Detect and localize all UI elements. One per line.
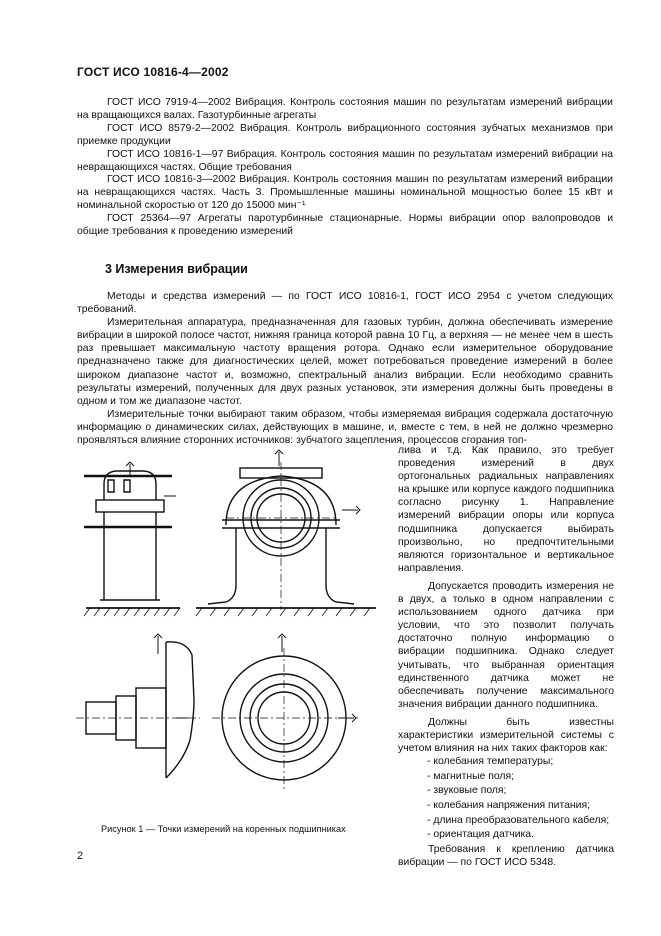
figure-caption: Рисунок 1 — Точки измерений на коренных подшипниках xyxy=(101,824,346,834)
list-item: - магнитные поля; xyxy=(427,770,514,782)
bearing-drawing xyxy=(76,440,392,820)
page-number: 2 xyxy=(77,850,84,862)
side-view-housing xyxy=(76,634,200,778)
right-column-text xyxy=(398,444,614,869)
references-list xyxy=(77,97,613,239)
paragraph: Измерительные точки выбирают таким образом, чтобы измеряемая вибрация содержала достаточную информацию о динамических силах, действующих в машине, и, вместе с тем, в ней не должно чрезмерно проявляться влияние сторонних источников: зубчатого зацепления, процессов сгорания топ- xyxy=(77,408,613,447)
paragraph: Требования к креплению датчика вибрации — по ГОСТ ИСО 5348. xyxy=(398,843,614,868)
list-item: - длина преобразовательного кабеля; xyxy=(427,814,610,826)
reference-item: ГОСТ ИСО 10816-3—2002 Вибрация. Контроль состояния машин по результатам измерений вибрации на невращающихся частях. Часть 3. Промышленные машины номинальной мощностью более 15 кВт и номинальной скоростью от 120 до 15000 мин⁻¹ xyxy=(77,174,613,212)
paragraph: Допускается проводить измерения не в двух, а только в одном направлении с использованием одного датчика при условии, что это позволит получать достаточно полную информацию о вибрации подшипника. Однако следует учитывать, что выбранная ориентация единственного датчика может не обеспечивать получение максимального значения вибрации данного подшипника. xyxy=(398,580,614,710)
list-item: - колебания температуры; xyxy=(427,756,554,768)
paragraph: Методы и средства измерений — по ГОСТ ИСО 10816-1, ГОСТ ИСО 2954 с учетом следующих требований. xyxy=(77,291,613,316)
paragraph: лива и т.д. Как правило, это требует проведения измерений в двух ортогональных радиальных направлениях на крышке или корпусе каждого подшипника согласно рисунку 1. Направление измерений вибрации опоры или корпуса подшипника допускается выбирать произвольно, но предпочтительными являются горизонтальное и вертикальное направления. xyxy=(398,445,614,574)
reference-item: ГОСТ ИСО 7919-4—2002 Вибрация. Контроль состояния машин по результатам измерений вибрации на вращающихся валах. Газотурбинные агрегаты xyxy=(77,97,613,121)
list-item: - звуковые поля; xyxy=(427,785,507,797)
list-item: - ориентация датчика. xyxy=(427,829,534,841)
front-view-pedestal xyxy=(196,450,376,616)
reference-item: ГОСТ 25364—97 Агрегаты паротурбинные стационарные. Нормы вибрации опор валопроводов и общие требования к проведению измерений xyxy=(77,213,613,238)
section-body xyxy=(77,290,613,447)
factors-list xyxy=(398,755,614,843)
page-header: ГОСТ ИСО 10816-4—2002 xyxy=(77,65,229,79)
section-title: 3 Измерения вибрации xyxy=(105,262,248,276)
paragraph: Измерительная аппаратура, предназначенная для газовых турбин, должна обеспечивать измерение вибрации в широкой полосе частот, нижняя граница которой равна 10 Гц, а верхняя — не менее чем в шесть раз превышает максимальную частоту вращения ротора. Однако если измерительное оборудование предназначено также для диагностических целей, может потребоваться проведение измерений в более широком диапазоне частот и, возможно, спектральный анализ вибрации. Если необходимо сравнить результаты измерений, полученных для двух разных установок, эти измерения должны быть проведены в одном и том же диапазоне частот. xyxy=(77,317,613,407)
paragraph: Должны быть известны характеристики измерительной системы с учетом влияния на них таких факторов как: xyxy=(398,716,614,755)
figure-bearing-measurement-points xyxy=(76,440,392,820)
reference-item: ГОСТ ИСО 10816-1—97 Вибрация. Контроль состояния машин по результатам измерений вибрации на невращающихся частях. Общие требования xyxy=(77,148,613,173)
reference-item: ГОСТ ИСО 8579-2—2002 Вибрация. Контроль вибрационного состояния зубчатых механизмов при приемке продукции xyxy=(77,122,613,147)
end-view-housing xyxy=(212,634,358,790)
side-view-pedestal xyxy=(84,462,180,616)
list-item: - колебания напряжения питания; xyxy=(427,799,590,811)
